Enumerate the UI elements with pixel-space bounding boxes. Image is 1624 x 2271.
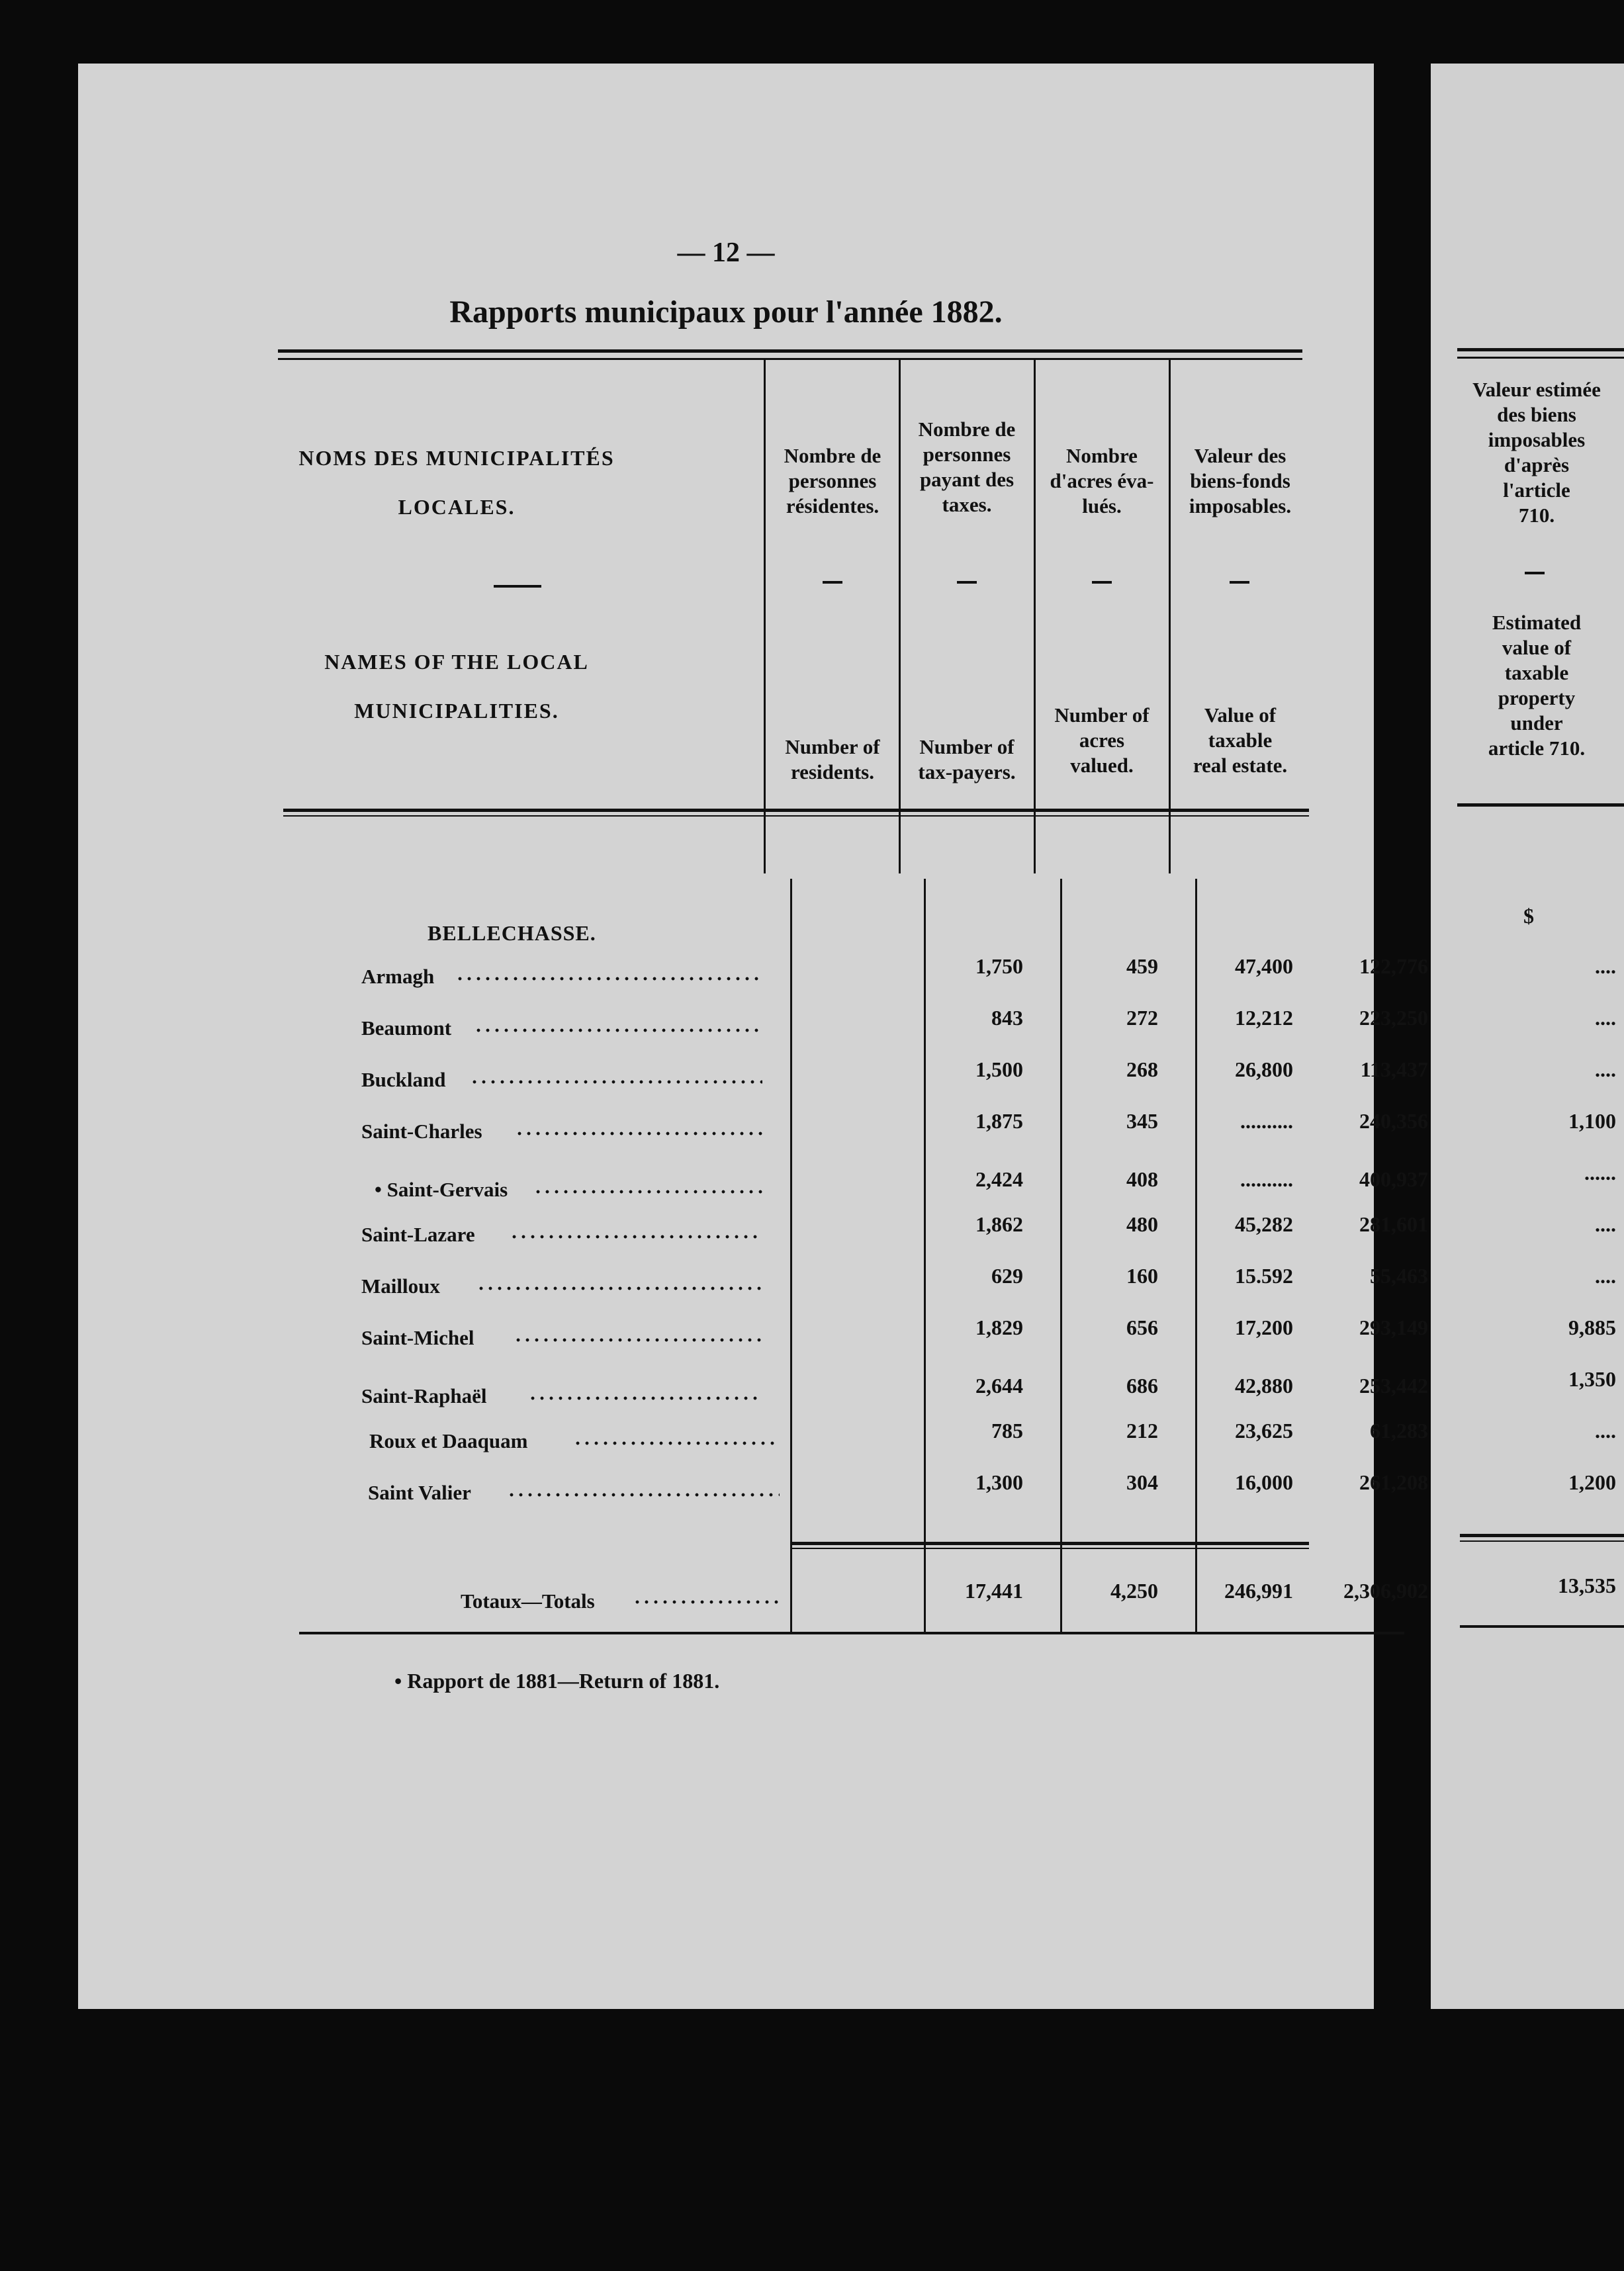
next-value: 1,350: [1568, 1367, 1616, 1391]
leader-dots: [528, 1396, 762, 1400]
leader-dots: [514, 1338, 762, 1342]
next-header-en: Estimated value of taxable property under article 710.: [1488, 611, 1586, 760]
col3-dash: [1092, 581, 1112, 584]
total-residents: 17,441: [965, 1579, 1023, 1603]
cell-acres: 15.592: [1235, 1264, 1293, 1288]
col3-header-fr: Nombre d'acres éva- lués.: [1050, 444, 1154, 517]
col2-header-en: Number of tax-payers.: [918, 735, 1016, 783]
next-top-rule-2: [1457, 357, 1624, 359]
cell-residents: 1,750: [975, 954, 1023, 978]
next-value: ....: [1595, 954, 1616, 978]
total-value: 2,306,902: [1343, 1579, 1428, 1603]
body-line-4: [1195, 879, 1197, 1632]
leader-dots: [474, 1028, 762, 1032]
cell-taxpayers: 160: [1126, 1264, 1158, 1288]
cell-value: 113,437: [1360, 1057, 1428, 1081]
row-name: Mailloux: [361, 1274, 440, 1298]
cell-value: 240,356: [1359, 1109, 1428, 1133]
stub-header-fr-2: LOCALES.: [398, 495, 516, 519]
stub-header-en-2: MUNICIPALITIES.: [354, 699, 559, 723]
stub-dash: [494, 585, 541, 588]
cell-taxpayers: 686: [1126, 1374, 1158, 1398]
cell-residents: 1,500: [975, 1057, 1023, 1081]
leader-dots: [533, 1190, 762, 1194]
col4-header-fr: Valeur des biens-fonds imposables.: [1189, 444, 1292, 517]
cell-acres: 17,200: [1235, 1315, 1293, 1339]
leader-dots: [515, 1132, 762, 1136]
county-heading: BELLECHASSE.: [428, 921, 596, 945]
next-totals-rule: [1460, 1534, 1624, 1537]
body-line-3: [1060, 879, 1062, 1632]
next-value: ....: [1595, 1264, 1616, 1288]
col4-dash: [1230, 581, 1249, 584]
next-value: ....: [1595, 1419, 1616, 1443]
next-value: 1,100: [1568, 1109, 1616, 1133]
total-taxpayers: 4,250: [1110, 1579, 1158, 1603]
page-title: Rapports municipaux pour l'année 1882.: [449, 294, 1003, 330]
leader-dots: [455, 977, 762, 981]
cell-taxpayers: 345: [1126, 1109, 1158, 1133]
cell-residents: 1,829: [975, 1315, 1023, 1339]
next-header-fr: Valeur estimée des biens imposables d'après l'article 710.: [1472, 378, 1601, 527]
totals-top-rule: [790, 1542, 1309, 1545]
row-name: Saint-Charles: [361, 1120, 482, 1143]
row-name: Armagh: [361, 965, 435, 988]
next-value: ......: [1584, 1161, 1616, 1184]
cell-value: 122,776: [1359, 954, 1428, 978]
cell-acres: 26,800: [1235, 1057, 1293, 1081]
cell-taxpayers: 272: [1126, 1006, 1158, 1030]
cell-acres: 42,880: [1235, 1374, 1293, 1398]
next-currency: $: [1523, 904, 1534, 928]
next-page-fragment: [1431, 64, 1624, 2009]
next-top-rule: [1457, 348, 1624, 351]
col1-dash: [823, 581, 842, 584]
col3-header-en: Number of acres valued.: [1054, 703, 1150, 777]
next-value: ....: [1595, 1006, 1616, 1030]
cell-value: 253,442: [1359, 1374, 1428, 1398]
leader-dots: [507, 1493, 780, 1497]
row-name: Saint-Michel: [361, 1326, 474, 1349]
cell-value: 223,250: [1359, 1006, 1428, 1030]
row-name: Buckland: [361, 1068, 446, 1091]
header-bottom-rule: [283, 809, 1309, 812]
top-rule: [278, 349, 1302, 353]
row-name: Roux et Daaquam: [369, 1429, 528, 1452]
totals-label: Totaux—Totals: [461, 1589, 595, 1613]
next-dash: [1525, 572, 1545, 574]
col1-header-fr: Nombre de personnes résidentes.: [784, 444, 881, 517]
stub-header-en-1: NAMES OF THE LOCAL: [324, 650, 589, 674]
cell-value: 261,208: [1359, 1470, 1428, 1494]
cell-residents: 2,644: [975, 1374, 1023, 1398]
cell-taxpayers: 408: [1126, 1167, 1158, 1191]
next-bottom-rule: [1460, 1625, 1624, 1628]
next-value: ....: [1595, 1212, 1616, 1236]
cell-acres: 45,282: [1235, 1212, 1293, 1236]
next-total: 13,535: [1558, 1574, 1616, 1597]
row-name: Saint-Lazare: [361, 1223, 475, 1246]
col1-header-en: Number of residents.: [785, 735, 880, 783]
row-name: Saint-Raphaël: [361, 1384, 487, 1407]
row-name: Beaumont: [361, 1016, 452, 1040]
cell-acres: 16,000: [1235, 1470, 1293, 1494]
cell-acres: 12,212: [1235, 1006, 1293, 1030]
footnote: • Rapport de 1881—Return of 1881.: [394, 1669, 720, 1693]
col-line-1: [764, 360, 766, 873]
body-line-1: [790, 879, 792, 1632]
cell-acres: 47,400: [1235, 954, 1293, 978]
document-page: [78, 64, 1428, 2009]
totals-leader: [633, 1600, 782, 1604]
top-rule-2: [278, 358, 1302, 360]
next-value: 9,885: [1568, 1315, 1616, 1339]
row-name: Saint Valier: [368, 1481, 471, 1504]
leader-dots: [573, 1441, 780, 1445]
cell-residents: 1,875: [975, 1109, 1023, 1133]
cell-taxpayers: 304: [1126, 1470, 1158, 1494]
cell-taxpayers: 656: [1126, 1315, 1158, 1339]
cell-taxpayers: 268: [1126, 1057, 1158, 1081]
cell-acres: ..........: [1240, 1109, 1293, 1133]
cell-value: 61,283: [1370, 1419, 1428, 1443]
leader-dots: [476, 1286, 762, 1290]
next-totals-rule-2: [1460, 1540, 1624, 1542]
bottom-rule: [299, 1632, 1404, 1634]
cell-acres: 23,625: [1235, 1419, 1293, 1443]
total-acres: 246,991: [1224, 1579, 1293, 1603]
leader-dots: [470, 1080, 762, 1084]
col2-header-fr: Nombre de personnes payant des taxes.: [918, 418, 1016, 516]
cell-value: 293,149: [1359, 1315, 1428, 1339]
row-name: • Saint-Gervais: [375, 1178, 508, 1201]
next-header-rule: [1457, 803, 1624, 807]
cell-taxpayers: 212: [1126, 1419, 1158, 1443]
next-value: 1,200: [1568, 1470, 1616, 1494]
cell-acres: ..........: [1240, 1167, 1293, 1191]
cell-taxpayers: 459: [1126, 954, 1158, 978]
leader-dots: [510, 1235, 762, 1239]
col-line-3: [1034, 360, 1036, 873]
cell-residents: 629: [991, 1264, 1023, 1288]
body-line-2: [924, 879, 926, 1632]
cell-residents: 2,424: [975, 1167, 1023, 1191]
cell-taxpayers: 480: [1126, 1212, 1158, 1236]
totals-top-rule-2: [790, 1548, 1309, 1549]
col4-header-en: Value of taxable real estate.: [1193, 703, 1288, 777]
cell-residents: 785: [991, 1419, 1023, 1443]
next-value: ....: [1595, 1057, 1616, 1081]
col-line-4: [1169, 360, 1171, 873]
cell-residents: 1,862: [975, 1212, 1023, 1236]
cell-residents: 843: [991, 1006, 1023, 1030]
cell-value: 400,937: [1359, 1167, 1428, 1191]
cell-value: 55,463: [1370, 1264, 1428, 1288]
page-number: — 12 —: [677, 238, 775, 268]
cell-residents: 1,300: [975, 1470, 1023, 1494]
col2-dash: [957, 581, 977, 584]
header-bottom-rule-2: [283, 815, 1309, 817]
cell-value: 281,601: [1359, 1212, 1428, 1236]
stub-header-fr-1: NOMS DES MUNICIPALITÉS: [298, 446, 615, 470]
